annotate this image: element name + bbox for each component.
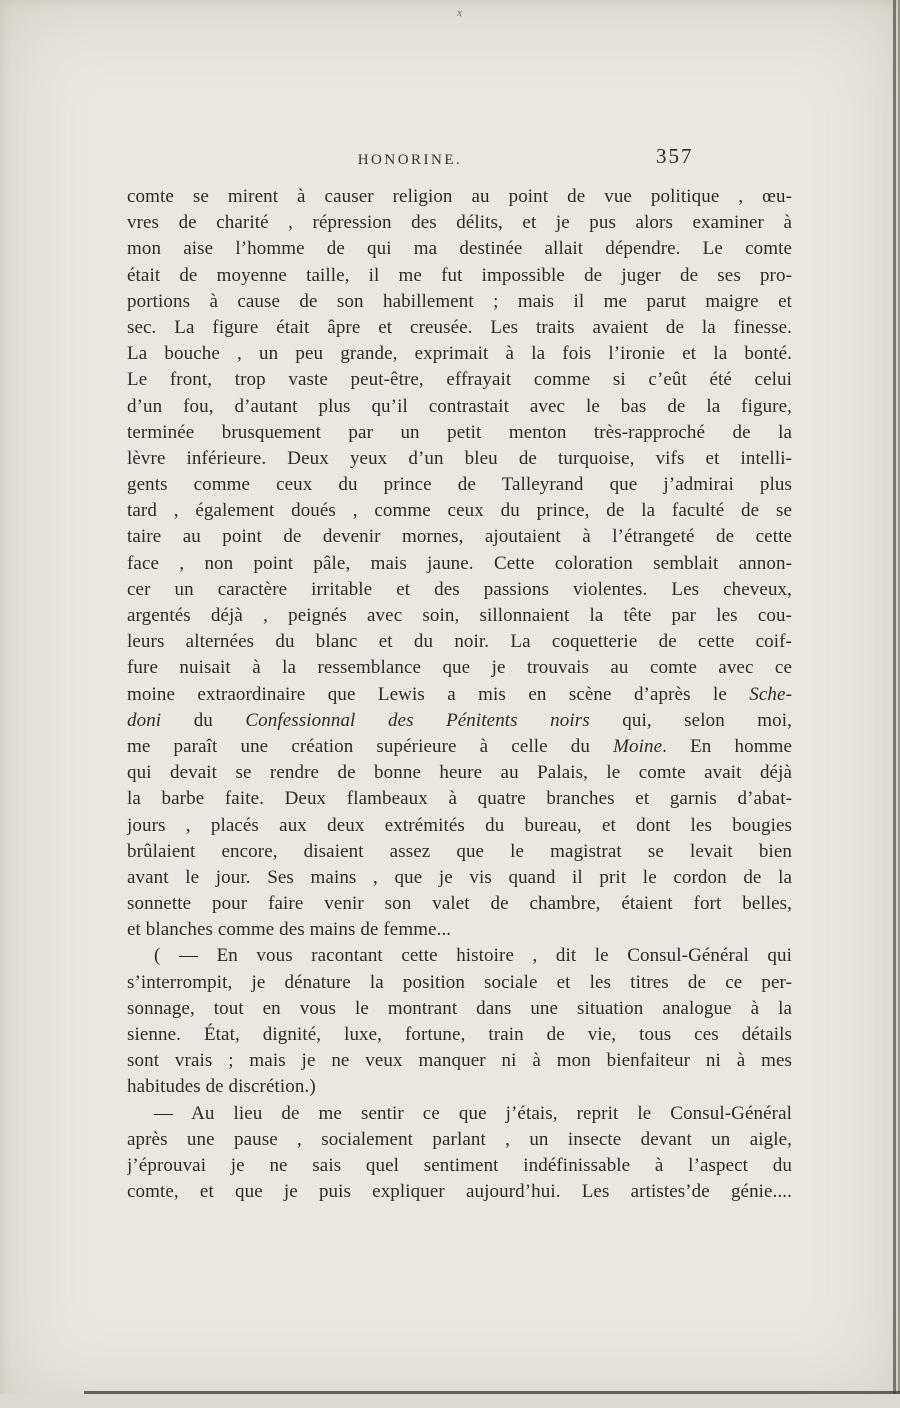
text-segment: comte se mirent à causer religion au point de vue politique , œu- [127, 186, 792, 207]
text-segment: comte, et que je puis expliquer aujourd’hui. Les artistes’de génie.... [127, 1181, 792, 1203]
text-line [127, 263, 792, 289]
text-segment: Le front, trop vaste peut-être, effrayait comme si c’eût été celui [127, 369, 792, 391]
text-line [127, 891, 792, 917]
text-segment: leurs alternées du blanc et du noir. La coquetterie de cette coif- [127, 631, 792, 653]
text-segment: — Au lieu de me sentir ce que j’étais, reprit le Consul-Général [154, 1102, 792, 1124]
text-line [127, 943, 792, 969]
text-line [127, 970, 792, 996]
text-segment: mon aise l’homme de qui ma destinée allait dépendre. Le comte [127, 238, 792, 260]
text-line [127, 760, 792, 786]
text-segment: taire au point de devenir mornes, ajoutaient à l’étrangeté de cette [127, 526, 792, 548]
text-line [127, 341, 792, 367]
text-line [127, 865, 792, 891]
text-line [127, 446, 792, 472]
text-segment: brûlaient encore, disaient assez que le magistrat se levait bien [127, 840, 792, 862]
text-line [127, 839, 792, 865]
text-segment: s’interrompit, je dénature la position sociale et les titres de ce per- [127, 971, 792, 993]
text-segment: vres de charité , répression des délits, et je pus alors examiner à [127, 212, 792, 234]
text-segment: qui devait se rendre de bonne heure au Palais, le comte avait déjà [127, 762, 792, 784]
text-segment-italic: doni [127, 709, 162, 731]
text-segment-italic: Sche- [749, 683, 792, 705]
text-line [127, 472, 792, 498]
text-line [127, 551, 792, 577]
text-line [127, 315, 792, 341]
text-segment: cer un caractère irritable et des passions violentes. Les cheveux, [127, 578, 792, 600]
text-segment: gents comme ceux du prince de Talleyrand que j’admirai plus [127, 474, 792, 496]
page-number: 357 [656, 144, 694, 168]
text-line [127, 210, 792, 236]
text-line [127, 524, 792, 550]
text-line [127, 1101, 792, 1127]
text-segment: après une pause , socialement parlant , un insecte devant un aigle, [127, 1128, 792, 1150]
text-line [127, 367, 792, 393]
text-line [127, 813, 792, 839]
text-segment: et blanches comme des mains de femme... [127, 919, 452, 941]
text-segment: lèvre inférieure. Deux yeux d’un bleu de turquoise, vifs et intelli- [127, 447, 792, 469]
text-segment: ( — En vous racontant cette histoire , dit le Consul-Général qui [154, 945, 792, 967]
text-segment: qui, selon moi, [589, 709, 792, 731]
text-line [127, 682, 792, 708]
text-segment: sec. La figure était âpre et creusée. Les traits avaient de la finesse. [127, 316, 792, 338]
text-line [127, 917, 792, 943]
text-segment: sont vrais ; mais je ne veux manquer ni à mon bienfaiteur ni à mes [127, 1050, 792, 1072]
text-line [127, 498, 792, 524]
text-segment: était de moyenne taille, il me fut impossible de juger de ses pro- [127, 264, 792, 286]
running-title: HONORINE. [357, 152, 463, 168]
text-line [127, 655, 792, 681]
text-segment: sonnette pour faire venir son valet de chambre, étaient fort belles, [127, 893, 792, 915]
text-line [127, 1179, 792, 1205]
page-edge-bottom [84, 1391, 900, 1394]
text-line [127, 1048, 792, 1074]
text-segment: sonnage, tout en vous le montrant dans une situation analogue à la [127, 997, 792, 1019]
text-line [127, 420, 792, 446]
text-segment: la barbe faite. Deux flambeaux à quatre branches et garnis d’abat- [127, 788, 792, 810]
text-line [127, 289, 792, 315]
text-line [127, 236, 792, 262]
text-line [127, 577, 792, 603]
text-segment-italic: Moine [613, 735, 663, 757]
text-line [127, 1074, 792, 1100]
text-line [127, 184, 792, 210]
text-line [127, 734, 792, 760]
text-segment-italic: Confessionnal des Pénitents noirs [245, 709, 590, 731]
text-segment: moine extraordinaire que Lewis a mis en scène d’après le [127, 683, 750, 705]
text-line [127, 1022, 792, 1048]
ink-mark: x [456, 6, 464, 20]
text-segment: face , non point pâle, mais jaune. Cette coloration semblait annon- [127, 552, 792, 574]
text-segment: jours , placés aux deux extrémités du bureau, et dont les bougies [127, 814, 792, 836]
text-segment: avant le jour. Ses mains , que je vis quand il prit le cordon de la [127, 866, 792, 888]
text-segment: me paraît une création supérieure à celle du [127, 735, 614, 757]
text-line [127, 629, 792, 655]
text-segment: du [161, 709, 246, 731]
text-line [127, 786, 792, 812]
text-segment: terminée brusquement par un petit menton très-rapproché de la [127, 421, 792, 443]
text-line [127, 708, 792, 734]
text-segment: d’un fou, d’autant plus qu’il contrastait avec le bas de la figure, [127, 395, 792, 417]
text-segment: . En homme [662, 735, 792, 757]
text-line [127, 1127, 792, 1153]
text-block [127, 184, 792, 1205]
text-line [127, 394, 792, 420]
text-line [127, 603, 792, 629]
text-line [127, 996, 792, 1022]
text-segment: j’éprouvai je ne sais quel sentiment indéfinissable à l’aspect du [127, 1154, 792, 1176]
text-segment: sienne. État, dignité, luxe, fortune, train de vie, tous ces détails [127, 1024, 792, 1045]
text-segment: habitudes de discrétion.) [127, 1076, 316, 1098]
page-edge-bottom-margin [0, 1394, 900, 1408]
text-segment: tard , également doués , comme ceux du prince, de la faculté de se [127, 500, 792, 522]
text-segment: fure nuisait à la ressemblance que je trouvais au comte avec ce [127, 657, 792, 679]
text-segment: portions à cause de son habillement ; mais il me parut maigre et [127, 290, 792, 312]
text-line [127, 1153, 792, 1179]
text-segment: argentés déjà , peignés avec soin, sillonnaient la tête par les cou- [127, 605, 792, 626]
text-segment: La bouche , un peu grande, exprimait à la fois l’ironie et la bonté. [127, 343, 792, 365]
page-edge-right [893, 0, 896, 1408]
